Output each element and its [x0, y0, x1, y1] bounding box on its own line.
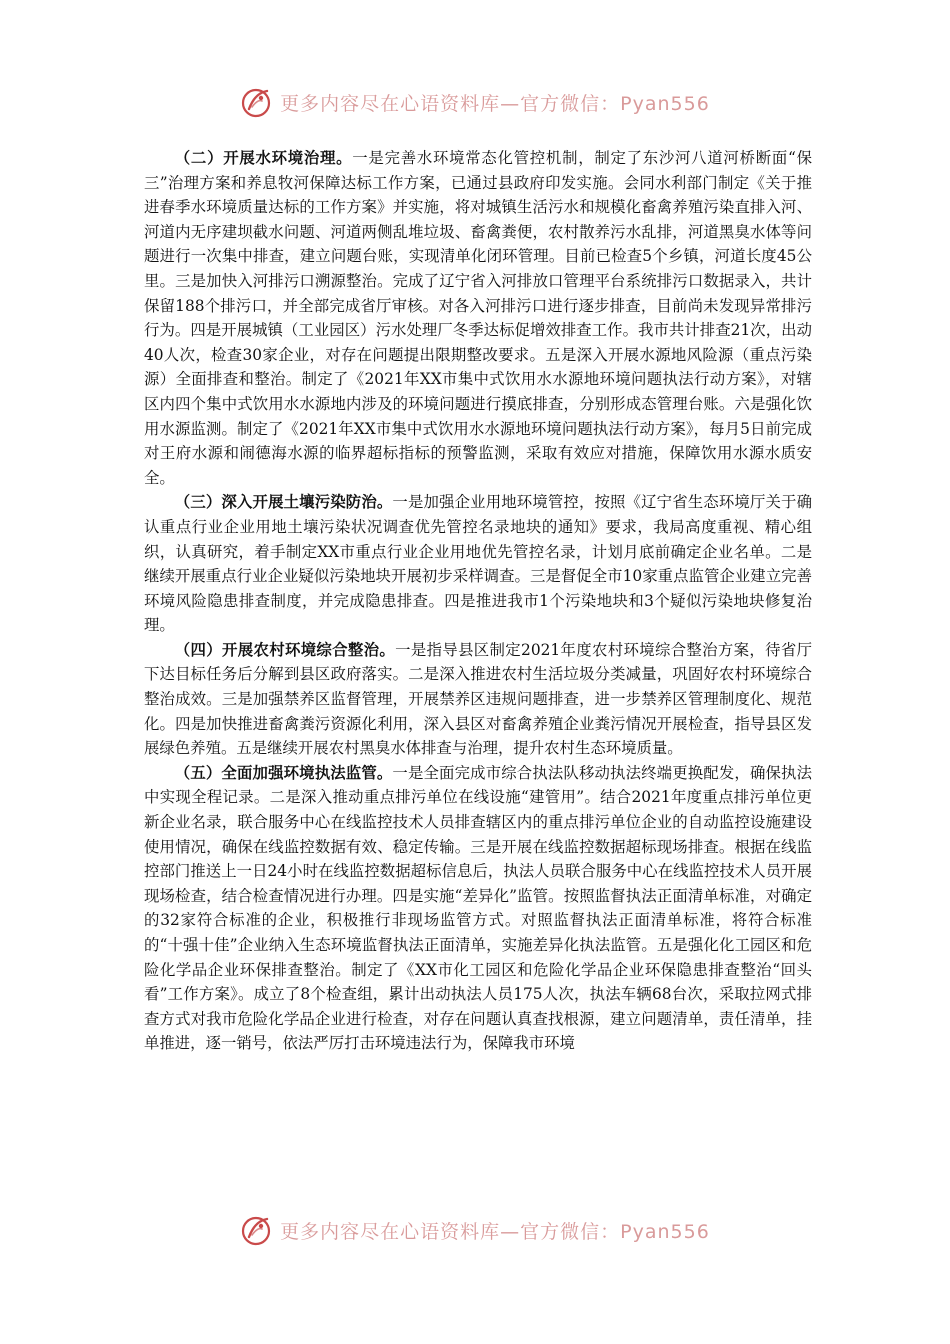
paragraph-soil-pollution [144, 490, 812, 638]
paragraph-text: 一是完善水环境常态化管控机制，制定了东沙河八道河桥断面“保三”治理方案和养息牧河保障达标工作方案，已通过县政府印发实施。会同水利部门制定《关于推进春季水环境质量达标的工作方案》并实施，将对城镇生活污水和规模化畜禽养殖污染直排入河、河道内无序建坝截水问题、河道两侧乱堆垃圾、畜禽粪便，农村散养污水乱排，河道黑臭水体等问题进行一次集中排查，建立问题台账，实现清单化闭环管理。目前已检查5个乡镇，河道长度45公里。三是加快入河排污口溯源整治。完成了辽宁省入河排放口管理平台系统排污口数据录入，共计保留188个排污口，并全部完成省厅审核。对各入河排污口进行逐步排查，目前尚未发现异常排污行为。四是开展城镇（工业园区）污水处理厂冬季达标促增效排查工作。我市共计排查21次，出动40人次，检查30家企业，对存在问题提出限期整改要求。五是深入开展水源地风险源（重点污染源）全面排查和整治。制定了《2021年XX市集中式饮用水水源地环境问题执法行动方案》，对辖区内四个集中式饮用水水源地内涉及的环境问题进行摸底排查，分别形成态管理台账。六是强化饮用水源监测。制定了《2021年XX市集中式饮用水水源地环境问题执法行动方案》，每月5日前完成对王府水源和闹德海水源的临界超标指标的预警监测，采取有效应对措施，保障饮用水源水质安全。 [144, 149, 812, 487]
watermark-banner-bottom [0, 1210, 950, 1250]
paragraph-law-enforcement [144, 761, 812, 1056]
paragraph-text: 一是指导县区制定2021年度农村环境综合整治方案，待省厅下达目标任务后分解到县区政府落实。二是深入推进农村生活垃圾分类减量，巩固好农村环境综合整治成效。三是加强禁养区监督管理，开展禁养区违规问题排查，进一步禁养区管理制度化、规范化。四是加快推进畜禽粪污资源化利用，深入县区对畜禽养殖企业粪污情况开展检查，指导县区发展绿色养殖。五是继续开展农村黑臭水体排查与治理，提升农村生态环境质量。 [144, 640, 812, 758]
logo-icon [240, 85, 274, 119]
watermark-banner-top [0, 82, 950, 122]
section-heading: （四）开展农村环境综合整治。 [174, 640, 396, 659]
watermark-text: 更多内容尽在心语资料库—官方微信：Pyan556 [280, 1220, 710, 1243]
paragraph-text: 一是加强企业用地环境管控，按照《辽宁省生态环境厅关于确认重点行业企业用地土壤污染状况调查优先管控名录地块的通知》要求，我局高度重视、精心组织，认真研究，着手制定XX市重点行业企业用地优先管控名录，计划月底前确定企业名单。二是继续开展重点行业企业疑似污染地块开展初步采样调查。三是督促全市10家重点监管企业建立完善环境风险隐患排查制度，并完成隐患排查。四是推进我市1个污染地块和3个疑似污染地块修复治理。 [144, 493, 812, 635]
section-heading: （三）深入开展土壤污染防治。 [174, 493, 393, 512]
paragraph-text: 一是全面完成市综合执法队移动执法终端更换配发，确保执法中实现全程记录。二是深入推动重点排污单位在线设施“建管用”。结合2021年度重点排污单位更新企业名录，联合服务中心在线监控技术人员排查辖区内的重点排污单位企业的自动监控设施建设使用情况，确保在线监控数据有效、稳定传输。三是开展在线监控数据超标现场排查。根据在线监控部门推送上一日24小时在线监控数据超标信息后，执法人员联合服务中心在线监控技术人员开展现场检查，结合检查情况进行办理。四是实施“差异化”监管。按照监督执法正面清单标准，对确定的32家符合标准的企业，积极推行非现场监管方式。对照监督执法正面清单标准，将符合标准的“十强十佳”企业纳入生态环境监督执法正面清单，实施差异化执法监管。五是强化化工园区和危险化学品企业环保排查整治。制定了《XX市化工园区和危险化学品企业环保隐患排查整治“回头看”工作方案》。成立了8个检查组，累计出动执法人员175人次，执法车辆68台次，采取拉网式排查方式对我市危险化学品企业进行检查，对存在问题认真查找根源，建立问题清单，责任清单，挂单推进，逐一销号，依法严厉打击环境违法行为，保障我市环境 [144, 763, 812, 1053]
section-heading: （二）开展水环境治理。 [174, 149, 353, 167]
logo-icon [240, 1213, 274, 1247]
paragraph-water-governance [144, 146, 812, 490]
document-body [144, 146, 812, 1056]
paragraph-rural-environment [144, 638, 812, 761]
section-heading: （五）全面加强环境执法监管。 [174, 763, 393, 782]
watermark-text: 更多内容尽在心语资料库—官方微信：Pyan556 [280, 92, 710, 115]
